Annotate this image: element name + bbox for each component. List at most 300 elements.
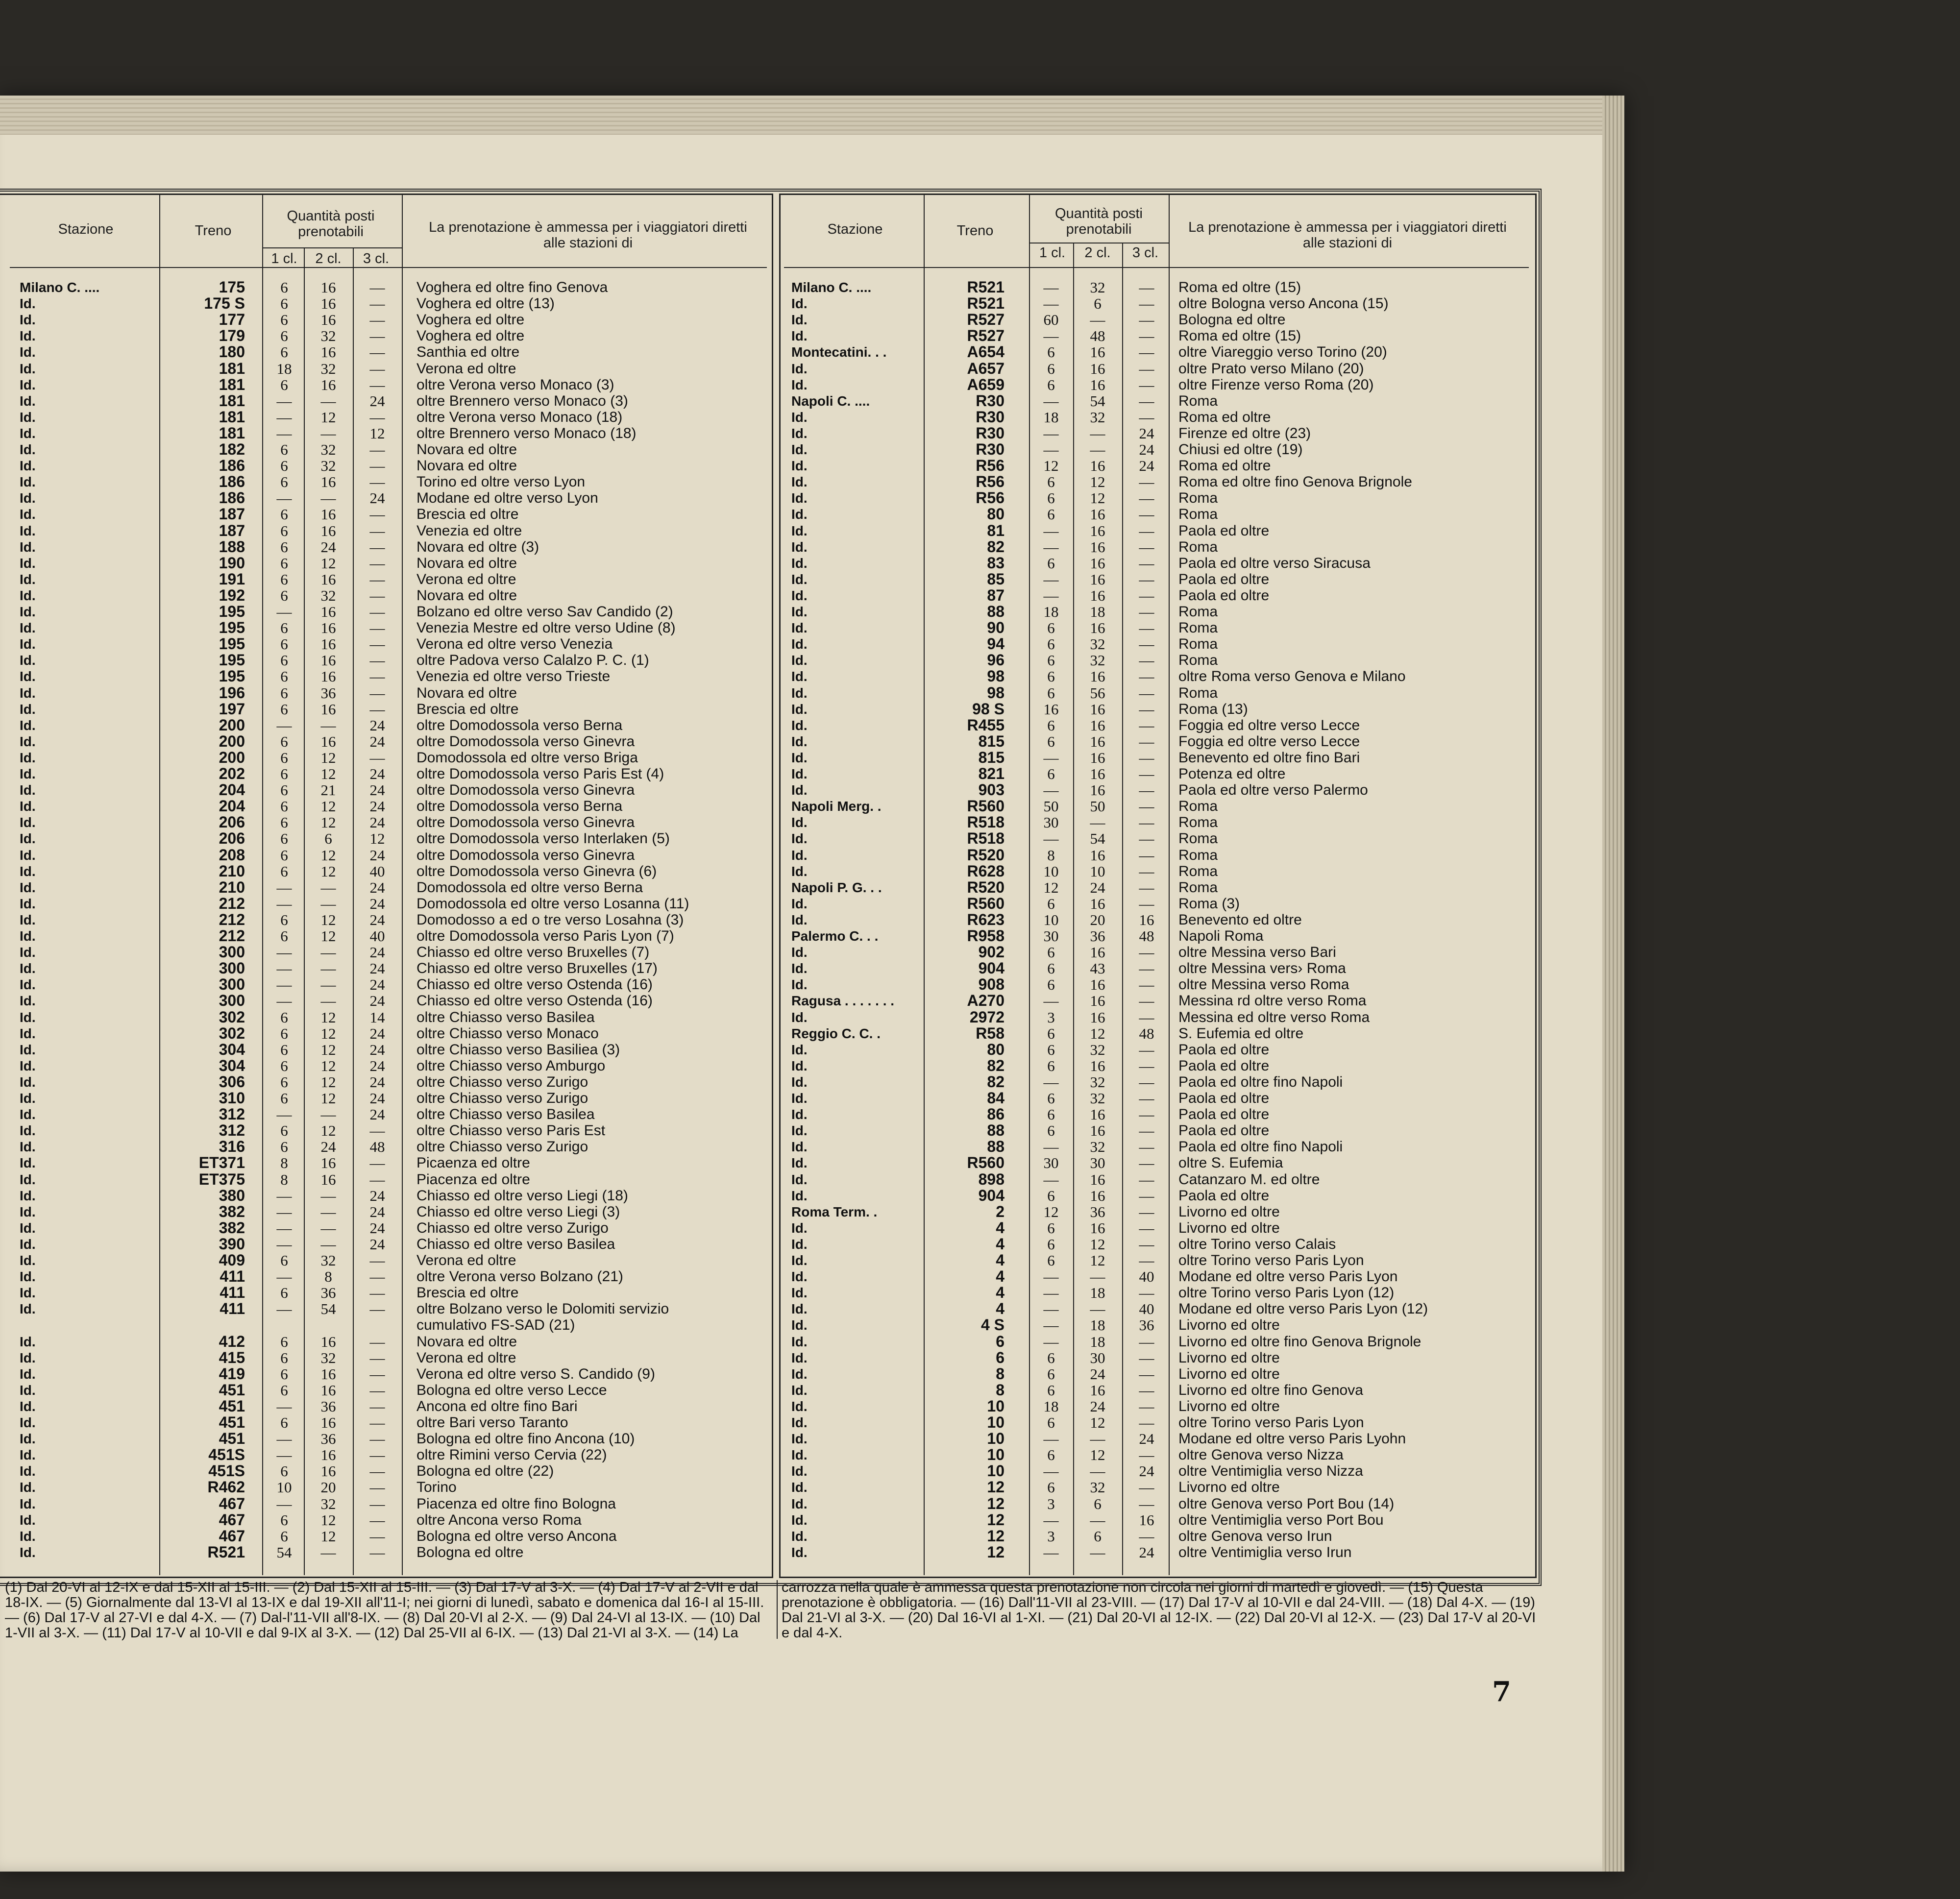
cell-destination: Picaenza ed oltre xyxy=(416,1155,530,1171)
cell-train: 206 xyxy=(219,813,245,831)
cell-cl2: 16 xyxy=(1090,700,1105,718)
cell-cl3: — xyxy=(369,700,385,718)
cell-cl2: 12 xyxy=(1090,1024,1105,1042)
cell-station: Id. xyxy=(20,523,36,538)
cell-train: 82 xyxy=(987,537,1004,556)
cell-cl2: 16 xyxy=(320,311,336,329)
cell-cl2: 30 xyxy=(1090,1154,1105,1172)
cell-cl1: 6 xyxy=(280,1138,288,1156)
cell-cl2: 16 xyxy=(320,1462,336,1480)
cell-cl2: 36 xyxy=(320,1397,336,1415)
cell-destination: Voghera ed oltre fino Genova xyxy=(416,279,608,295)
cell-train: R520 xyxy=(967,878,1004,896)
cell-cl2: 16 xyxy=(1090,457,1105,475)
cell-train: 4 xyxy=(996,1251,1004,1269)
cell-train: R521 xyxy=(967,294,1004,313)
cell-cl3: — xyxy=(1139,846,1154,864)
cell-train: R518 xyxy=(967,829,1004,848)
table-row xyxy=(0,1350,772,1366)
cell-cl1: 6 xyxy=(280,1284,288,1302)
cell-cl3: — xyxy=(369,311,385,329)
cell-cl2: 16 xyxy=(320,1446,336,1464)
cell-cl2: — xyxy=(320,944,336,961)
cell-train: 409 xyxy=(219,1251,245,1269)
table-row xyxy=(0,960,772,976)
cell-destination: oltre Messina verso Roma xyxy=(1178,976,1349,993)
cell-station: Id. xyxy=(791,1496,808,1511)
table-row xyxy=(779,620,1534,636)
cell-cl1: — xyxy=(1043,392,1059,410)
cell-cl2: 16 xyxy=(320,619,336,637)
cell-destination: Piacenza ed oltre fino Bologna xyxy=(416,1495,616,1512)
footnotes-left: (1) Dal 20-VI al 12-IX e dal 15-XII al 15-III. — (2) Dal 15-XII al 15-III. — (3) Dal 17-V al 3-X. — (4) Dal 17-V al 2-VII e dal 18-IX. — (5) Giornalmente dal 13-VI al 13-IX e dal 19-XII all'11-I; nei giorni di lunedì, sabato e domenica dal 16-I al 15-III. — (6) Dal 17-V al 27-VI e dal 4-X. — (7) Dal-l'11-VII all'8-IX. — (8) Dal 20-VI al 2-X. — (9) Dal 24-VI al 13-IX. — (10) Dal 1-VII al 3-X. — (11) Dal 17-V al 10-VII e dal 9-IX al 3-X. — (12) Dal 25-VII al 6-IX. — (13) Dal 21-VI al 3-X. — (14) La xyxy=(5,1580,764,1641)
cell-cl1: 10 xyxy=(276,1479,292,1496)
cell-cl2: — xyxy=(320,1235,336,1253)
cell-station: Napoli Merg. . xyxy=(791,799,882,814)
cell-cl3: — xyxy=(1139,1008,1154,1026)
cell-cl2: 16 xyxy=(1090,1122,1105,1140)
cell-destination: Ancona ed oltre fino Bari xyxy=(416,1398,578,1414)
cell-cl3: — xyxy=(369,360,385,377)
cell-cl1: — xyxy=(276,895,292,912)
cell-cl1: — xyxy=(1043,1316,1059,1334)
cell-cl2: 12 xyxy=(320,927,336,945)
cell-cl1: 54 xyxy=(276,1543,292,1561)
table-row xyxy=(779,1528,1534,1544)
cell-cl2: 32 xyxy=(320,360,336,377)
table-row xyxy=(0,879,772,896)
table-row xyxy=(0,668,772,684)
cell-destination: oltre Torino verso Paris Lyon xyxy=(1178,1252,1364,1268)
cell-cl2: 16 xyxy=(1090,846,1105,864)
cell-destination: oltre Viareggio verso Torino (20) xyxy=(1178,344,1387,361)
cell-cl3: — xyxy=(1139,1479,1154,1496)
table-row xyxy=(0,1252,772,1268)
table-row xyxy=(779,474,1534,490)
cell-destination: Venezia ed oltre verso Trieste xyxy=(416,668,611,685)
cell-train: 467 xyxy=(219,1510,245,1529)
cell-station: Id. xyxy=(20,750,36,765)
cell-station: Id. xyxy=(791,912,808,927)
cell-cl3: 24 xyxy=(1139,1543,1154,1561)
cell-cl2: 16 xyxy=(1090,895,1105,912)
cell-destination: Bologna ed oltre xyxy=(1178,312,1286,328)
cell-destination: Benevento ed oltre xyxy=(1178,911,1302,928)
header-stazione: Stazione xyxy=(58,221,114,237)
cell-cl1: — xyxy=(276,1219,292,1237)
cell-cl1: 6 xyxy=(280,846,288,864)
cell-station: Id. xyxy=(20,1512,36,1528)
cell-train: 181 xyxy=(219,375,245,393)
cell-train: 195 xyxy=(219,635,245,653)
cell-cl1: — xyxy=(276,878,292,896)
cell-train: A270 xyxy=(967,992,1004,1010)
cell-destination: Roma xyxy=(1178,863,1218,879)
table-row xyxy=(779,1171,1534,1188)
table-row xyxy=(779,506,1534,522)
cell-station: Id. xyxy=(20,1415,36,1430)
cell-cl1: 6 xyxy=(280,798,288,815)
table-row xyxy=(0,1106,772,1122)
cell-train: 186 xyxy=(219,489,245,507)
cell-cl1: — xyxy=(1043,992,1059,1010)
cell-destination: Napoli Roma xyxy=(1178,928,1264,944)
cell-station: Id. xyxy=(791,1220,808,1236)
cell-station: Id. xyxy=(20,458,36,474)
table-row xyxy=(0,1171,772,1188)
cell-station: Id. xyxy=(20,1236,36,1252)
cell-cl3: 40 xyxy=(1139,1300,1154,1318)
cell-cl3: — xyxy=(369,1462,385,1480)
cell-train: 411 xyxy=(220,1284,245,1302)
cell-train: 312 xyxy=(219,1105,245,1123)
cell-station: Id. xyxy=(791,1317,808,1333)
cell-cl2: 16 xyxy=(1090,1057,1105,1074)
cell-cl3: 24 xyxy=(369,814,385,831)
cell-train: 902 xyxy=(978,943,1004,961)
cell-cl1: 6 xyxy=(280,1333,288,1350)
cell-cl2: 16 xyxy=(320,635,336,653)
cell-cl1: — xyxy=(276,976,292,994)
cell-destination: oltre Domodossola verso Interlaken (5) xyxy=(416,830,670,847)
cell-cl2: — xyxy=(320,878,336,896)
cell-train: R560 xyxy=(967,1154,1004,1172)
cell-cl2: — xyxy=(1090,441,1105,458)
cell-cl3: — xyxy=(1139,506,1154,523)
cell-train: 212 xyxy=(219,927,245,945)
cell-station: Id. xyxy=(20,701,36,717)
cell-cl3: — xyxy=(1139,814,1154,831)
cell-station: Id. xyxy=(20,1301,36,1317)
cell-station: Id. xyxy=(20,1058,36,1073)
cell-destination: Benevento ed oltre fino Bari xyxy=(1178,749,1360,766)
cell-cl1: 6 xyxy=(280,652,288,669)
cell-station: Id. xyxy=(791,1301,808,1317)
cell-cl2: — xyxy=(1090,1430,1105,1448)
cell-cl2: — xyxy=(320,992,336,1010)
cell-cl2: — xyxy=(320,1106,336,1123)
cell-cl3: 24 xyxy=(369,846,385,864)
cell-cl1: 6 xyxy=(1047,1090,1055,1107)
cell-cl2: 16 xyxy=(320,343,336,361)
cell-destination: Foggia ed oltre verso Lecce xyxy=(1178,733,1360,750)
cell-cl3: — xyxy=(1139,522,1154,539)
cell-destination: oltre Brennero verso Monaco (3) xyxy=(416,392,628,409)
cell-station: Id. xyxy=(20,1204,36,1219)
cell-cl1: 6 xyxy=(1047,360,1055,377)
table-row xyxy=(0,1479,772,1495)
cell-cl1: — xyxy=(1043,570,1059,588)
cell-cl2: — xyxy=(1090,1268,1105,1286)
cell-cl1: 6 xyxy=(280,1024,288,1042)
cell-cl1: — xyxy=(1043,1170,1059,1188)
table-row xyxy=(0,685,772,701)
cell-cl1: 30 xyxy=(1043,927,1059,945)
cell-train: 84 xyxy=(987,1089,1004,1107)
cell-destination: Paola ed oltre fino Napoli xyxy=(1178,1073,1343,1090)
cell-cl3: — xyxy=(1139,1041,1154,1058)
table-row xyxy=(779,1447,1534,1463)
table-row xyxy=(0,1512,772,1528)
cell-cl1: 6 xyxy=(280,765,288,782)
cell-station: Id. xyxy=(20,425,36,441)
cell-station: Id. xyxy=(791,1382,808,1398)
cell-train: 10 xyxy=(987,1430,1004,1448)
table-row xyxy=(779,1139,1534,1155)
cell-destination: Domodosso a ed o tre verso Losahna (3) xyxy=(416,911,684,928)
cell-cl1: 8 xyxy=(1047,846,1055,864)
cell-destination: Livorno ed oltre xyxy=(1178,1203,1280,1220)
cell-train: ET371 xyxy=(198,1154,245,1172)
cell-cl1: 6 xyxy=(280,1462,288,1480)
table-row xyxy=(0,425,772,441)
table-row xyxy=(0,782,772,798)
cell-train: 380 xyxy=(219,1186,245,1204)
cell-station: Id. xyxy=(791,815,808,830)
cell-cl3: — xyxy=(369,1511,385,1529)
cell-cl3: — xyxy=(369,522,385,539)
cell-station: Id. xyxy=(791,507,808,522)
cell-cl1: 6 xyxy=(280,781,288,799)
cell-train: 179 xyxy=(219,327,245,345)
cell-train: R462 xyxy=(207,1478,245,1496)
table-row xyxy=(779,1204,1534,1220)
cell-cl1: 6 xyxy=(280,311,288,329)
cell-cl3: — xyxy=(369,1446,385,1464)
table-row xyxy=(0,1122,772,1139)
cell-station: Id. xyxy=(791,458,808,474)
table-row xyxy=(779,377,1534,393)
cell-cl1: 6 xyxy=(280,700,288,718)
cell-cl1: 6 xyxy=(1047,1187,1055,1204)
cell-destination: Roma xyxy=(1178,830,1218,847)
cell-cl2: 16 xyxy=(1090,1106,1105,1123)
cell-cl1: — xyxy=(276,603,292,620)
cell-cl3: — xyxy=(369,749,385,766)
header-stazione: Stazione xyxy=(827,221,883,237)
cell-destination: oltre Domodossola verso Ginevra xyxy=(416,814,635,831)
cell-cl2: 18 xyxy=(1090,1316,1105,1334)
cell-cl1: — xyxy=(1043,586,1059,604)
cell-station: Id. xyxy=(791,539,808,555)
cell-station: Id. xyxy=(791,653,808,668)
cell-train: 4 xyxy=(996,1218,1004,1237)
cell-cl1: 3 xyxy=(1047,1008,1055,1026)
cell-cl2: 12 xyxy=(320,1057,336,1074)
cell-destination: Firenze ed oltre (23) xyxy=(1178,425,1311,441)
cell-station: Id. xyxy=(20,847,36,863)
cell-cl3: — xyxy=(1139,749,1154,766)
cell-cl2: 32 xyxy=(320,327,336,345)
header-rule xyxy=(784,267,1529,268)
header-treno: Treno xyxy=(956,223,994,239)
table-row xyxy=(0,652,772,668)
cell-cl2: 12 xyxy=(320,911,336,928)
cell-cl1: 6 xyxy=(280,1057,288,1074)
cell-cl3: 16 xyxy=(1139,1511,1154,1529)
cell-train: 10 xyxy=(987,1446,1004,1464)
cell-station: Palermo C. . . xyxy=(791,928,879,944)
cell-cl2: — xyxy=(1090,1300,1105,1318)
cell-station: Id. xyxy=(791,1009,808,1025)
cell-cl1: 6 xyxy=(280,635,288,653)
cell-cl2: 12 xyxy=(320,798,336,815)
cell-station: Id. xyxy=(20,1463,36,1479)
cell-cl3: 24 xyxy=(369,1203,385,1220)
cell-station: Id. xyxy=(20,815,36,830)
table-row xyxy=(779,1431,1534,1447)
table-row xyxy=(0,1139,772,1155)
cell-cl3: — xyxy=(1139,570,1154,588)
cell-train: 200 xyxy=(219,732,245,750)
cell-cl2: 32 xyxy=(1090,652,1105,669)
cell-cl1: — xyxy=(276,392,292,410)
cell-cl1: 6 xyxy=(1047,473,1055,491)
cell-cl3: 24 xyxy=(1139,1430,1154,1448)
cell-station: Id. xyxy=(791,1074,808,1090)
cell-train: 10 xyxy=(987,1413,1004,1431)
table-row xyxy=(779,685,1534,701)
cell-train: 306 xyxy=(219,1072,245,1091)
page-stack-top-edge xyxy=(0,96,1624,135)
cell-cl1: 6 xyxy=(1047,1252,1055,1269)
cell-train: 98 xyxy=(987,667,1004,685)
cell-cl2: 12 xyxy=(320,814,336,831)
cell-cl1: 6 xyxy=(1047,343,1055,361)
cell-cl1: — xyxy=(1043,295,1059,313)
table-row xyxy=(779,1317,1534,1333)
table-row xyxy=(0,1463,772,1479)
cell-cl1: 3 xyxy=(1047,1527,1055,1545)
cell-train: 2972 xyxy=(969,1008,1004,1026)
cell-station: Id. xyxy=(20,296,36,312)
cell-train: 180 xyxy=(219,343,245,361)
cell-cl1: 6 xyxy=(1047,1057,1055,1074)
cell-cl1: — xyxy=(1043,279,1059,296)
cell-destination: Roma xyxy=(1178,392,1218,409)
table-row xyxy=(779,409,1534,425)
cell-station: Id. xyxy=(791,1236,808,1252)
cell-cl3: 24 xyxy=(369,992,385,1010)
cell-station: Id. xyxy=(20,1188,36,1203)
cell-cl2: 16 xyxy=(320,732,336,750)
cell-cl2: 12 xyxy=(320,1024,336,1042)
cell-cl1: 6 xyxy=(280,554,288,572)
cell-train: 4 xyxy=(996,1300,1004,1318)
cell-destination: Roma ed oltre (15) xyxy=(1178,328,1301,344)
cell-cl2: 12 xyxy=(320,1527,336,1545)
table-row xyxy=(0,863,772,879)
cell-station: Id. xyxy=(20,377,36,392)
table-row xyxy=(0,830,772,847)
cell-cl3: — xyxy=(369,1381,385,1399)
table-row xyxy=(0,279,772,295)
cell-destination: oltre Firenze verso Roma (20) xyxy=(1178,376,1374,393)
table-row xyxy=(779,1090,1534,1106)
cell-cl3: — xyxy=(1139,603,1154,620)
table-row xyxy=(779,328,1534,344)
cell-cl2: 16 xyxy=(1090,1170,1105,1188)
cell-destination: oltre Domodossola verso Paris Est (4) xyxy=(416,766,664,782)
cell-cl3: 24 xyxy=(369,1024,385,1042)
cell-station: Id. xyxy=(20,717,36,733)
cell-cl1: — xyxy=(1043,441,1059,458)
cell-cl3: 24 xyxy=(369,976,385,994)
table-row xyxy=(0,1009,772,1025)
cell-destination: Venezia Mestre ed oltre verso Udine (8) xyxy=(416,620,676,636)
cell-cl3: — xyxy=(1139,327,1154,345)
table-row xyxy=(0,1204,772,1220)
cell-cl1: 6 xyxy=(1047,944,1055,961)
cell-destination: Voghera ed oltre xyxy=(416,312,525,328)
cell-cl3: — xyxy=(1139,1138,1154,1156)
cell-train: R521 xyxy=(207,1543,245,1561)
cell-cl2: 32 xyxy=(1090,408,1105,426)
cell-cl2: 16 xyxy=(320,700,336,718)
cell-cl3: — xyxy=(1139,781,1154,799)
header-rule xyxy=(10,267,767,268)
cell-train: 898 xyxy=(978,1170,1004,1188)
cell-destination: oltre Chiasso verso Basilea xyxy=(416,1106,595,1123)
cell-cl1: 12 xyxy=(1043,457,1059,475)
cell-cl2: 54 xyxy=(1090,830,1105,848)
cell-cl3: — xyxy=(369,635,385,653)
cell-station: Id. xyxy=(20,587,36,603)
cell-station: Id. xyxy=(791,831,808,847)
cell-destination: Novara ed oltre xyxy=(416,458,517,474)
cell-cl1: — xyxy=(276,1446,292,1464)
cell-station: Id. xyxy=(20,1025,36,1041)
cell-station: Id. xyxy=(791,474,808,490)
cell-station: Id. xyxy=(20,879,36,895)
cell-cl1: 6 xyxy=(280,684,288,702)
cell-train: 451 xyxy=(219,1413,245,1431)
cell-destination: oltre Domodossola verso Paris Lyon (7) xyxy=(416,928,674,944)
table-row xyxy=(779,636,1534,652)
cell-cl3: — xyxy=(1139,732,1154,750)
cell-cl2: 12 xyxy=(320,1041,336,1058)
table-row xyxy=(779,701,1534,717)
cell-cl1: 6 xyxy=(1047,554,1055,572)
cell-train: R56 xyxy=(976,473,1004,491)
cell-cl3: — xyxy=(1139,1252,1154,1269)
cell-station: Id. xyxy=(791,523,808,538)
cell-train: 87 xyxy=(987,586,1004,604)
footnotes xyxy=(0,1580,1539,1639)
cell-station: Ragusa . . . . . . . xyxy=(791,993,895,1009)
table-row xyxy=(0,766,772,782)
cell-station: Montecatini. . . xyxy=(791,344,887,360)
cell-cl1: 6 xyxy=(280,1381,288,1399)
cell-cl2: 43 xyxy=(1090,960,1105,977)
cell-cl2: 16 xyxy=(1090,668,1105,685)
cell-cl2: 12 xyxy=(320,846,336,864)
cell-train: 302 xyxy=(219,1008,245,1026)
table-row xyxy=(0,409,772,425)
table-row xyxy=(779,361,1534,377)
cell-train: 195 xyxy=(219,667,245,685)
cell-train: R30 xyxy=(976,391,1004,410)
cell-cl3: — xyxy=(1139,538,1154,556)
cell-destination: Bologna ed oltre fino Ancona (10) xyxy=(416,1431,635,1447)
cell-cl1: 18 xyxy=(1043,1397,1059,1415)
table-row xyxy=(0,1414,772,1431)
cell-cl3: — xyxy=(1139,360,1154,377)
cell-station: Id. xyxy=(791,604,808,619)
cell-station: Id. xyxy=(20,1382,36,1398)
cell-cl1: 6 xyxy=(1047,619,1055,637)
cell-train: 186 xyxy=(219,457,245,475)
